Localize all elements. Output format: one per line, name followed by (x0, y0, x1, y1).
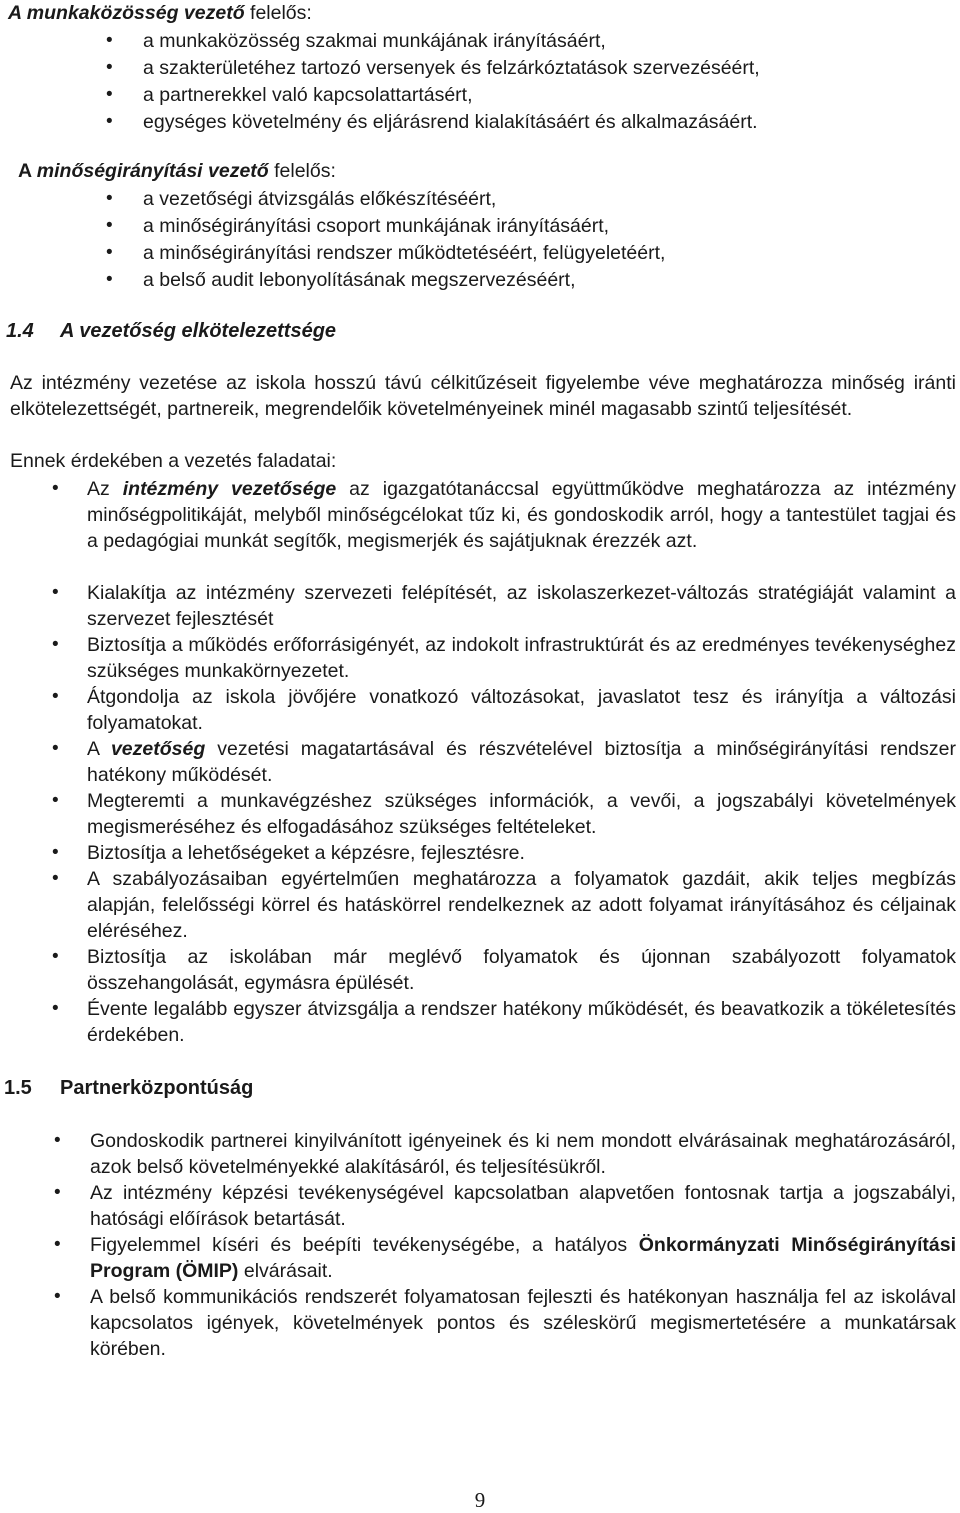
bullet-icon: • (52, 790, 59, 811)
list-item: a belső audit lebonyolításának megszervezéséért, (143, 269, 576, 291)
item5-rest: vezetési magatartásával és részvételével biztosítja a minőségirányítási rendszer hatékony működését. (87, 738, 956, 786)
list-item: egységes követelmény és eljárásrend kialakításáért és alkalmazásáért. (143, 111, 758, 133)
list-item: Évente legalább egyszer átvizsgálja a rendszer hatékony működését, és beavatkozik a tökéletesítés érdekében. (87, 998, 956, 1046)
bullet-icon: • (52, 946, 59, 967)
list-item: A belső kommunikációs rendszerét folyamatosan fejleszti és hatékonyan használja fel az iskolával kapcsolatos igények, követelmények pontos és széleskörű megismertetésére a munkatársak körében. (90, 1286, 956, 1360)
bullet-icon: • (106, 188, 113, 209)
section-14-title: A vezetőség elkötelezettsége (60, 320, 337, 342)
bullet-icon: • (106, 269, 113, 290)
item1-rest: az igazgatótanáccsal együttműködve meghatározza az intézmény minőségpolitikáját, melyből minőségcélokat tűz ki, és gondoskodik arról, hogy a tantestület tagjai és a pedagógiai munkát segítők, megismerjék és sajátjuknak érezzék azt. (87, 478, 956, 552)
item5-a: A (87, 738, 111, 760)
list-item (90, 1232, 956, 1284)
bullet-icon: • (54, 1130, 61, 1151)
bullet-icon: • (54, 1182, 61, 1203)
bullet-icon: • (52, 998, 59, 1019)
bullet-icon: • (52, 738, 59, 759)
minosegiranyitasi-lead (18, 158, 336, 184)
bullet-icon: • (54, 1234, 61, 1255)
page-number: 9 (474, 1488, 486, 1512)
item3-a: Figyelemmel kíséri és beépíti tevékenységébe, a hatályos (90, 1234, 639, 1256)
munkakozosseg-lead-rest: felelős: (244, 2, 312, 24)
bullet-icon: • (52, 634, 59, 655)
list-item: Biztosítja az iskolában már meglévő folyamatok és újonnan szabályozott folyamatok összehangolását, egymásra épülését. (87, 946, 956, 994)
list-item: Biztosítja a lehetőségeket a képzésre, fejlesztésre. (87, 842, 525, 864)
item1-bold: intézmény vezetősége (122, 478, 337, 500)
bullet-icon: • (106, 84, 113, 105)
munkakozosseg-lead-bold: A munkaközösség vezető (8, 2, 245, 24)
list-item: Átgondolja az iskola jövőjére vonatkozó változásokat, javaslatot tesz és irányítja a változási folyamatokat. (87, 686, 956, 734)
list-item (87, 736, 956, 788)
list-item (87, 476, 956, 554)
list-item: Biztosítja a működés erőforrásigényét, az indokolt infrastruktúrát és az eredményes tevékenységhez szükséges munkakörnyezetet. (87, 634, 956, 682)
section-14-intro: Az intézmény vezetése az iskola hosszú távú célkitűzéseit figyelembe véve meghatározza minőség iránti elkötelezettségét, partnereik, megrendelőik követelményeinek minél magasabb szintű teljesítését. (10, 372, 956, 420)
bullet-icon: • (54, 1286, 61, 1307)
section-15-number: 1.5 (4, 1077, 32, 1099)
item3-bold: Önkormányzati Minőségirányítási Program (ÖMIP) (90, 1234, 956, 1282)
bullet-icon: • (52, 582, 59, 603)
bullet-icon: • (52, 686, 59, 707)
bullet-icon: • (106, 242, 113, 263)
list-item: a minőségirányítási csoport munkájának irányításáért, (143, 215, 610, 237)
bullet-icon: • (106, 215, 113, 236)
bullet-icon: • (52, 868, 59, 889)
list-item: a munkaközösség szakmai munkájának irányításáért, (143, 30, 606, 52)
item3-rest: elvárásait. (238, 1260, 333, 1282)
minosegiranyitasi-lead-rest: felelős: (268, 160, 336, 182)
bullet-icon: • (106, 30, 113, 51)
bullet-icon: • (52, 478, 59, 499)
munkakozosseg-lead (8, 0, 312, 26)
list-item: a partnerekkel való kapcsolattartásért, (143, 84, 473, 106)
minosegiranyitasi-lead-bold: minőségirányítási vezető (36, 160, 269, 182)
bullet-icon: • (106, 111, 113, 132)
bullet-icon: • (106, 57, 113, 78)
list-item: Az intézmény képzési tevékenységével kapcsolatban alapvetően fontosnak tartja a jogszabályi, hatósági előírások betartását. (90, 1182, 956, 1230)
bullet-icon: • (52, 842, 59, 863)
section-15-title: Partnerközpontúság (60, 1077, 254, 1099)
minosegiranyitasi-lead-a: A (18, 160, 37, 182)
list-item: Gondoskodik partnerei kinyilvánított igényeinek és ki nem mondott elvárásainak meghatározásáról, azok belső követelményekké alakításáról, és teljesítésükről. (90, 1130, 956, 1178)
list-item: a vezetőségi átvizsgálás előkészítéséért, (143, 188, 497, 210)
section-14-intro2: Ennek érdekében a vezetés faladatai: (10, 450, 337, 472)
item1-a: Az (87, 478, 123, 500)
section-14-number: 1.4 (6, 320, 34, 342)
list-item: A szabályozásaiban egyértelműen meghatározza a folyamatok gazdáit, akik teljes megbízás alapján, felelősségi körrel és hatáskörrel rendelkeznek az adott folyamat irányításához és céljainak eléréséhez. (87, 868, 956, 942)
list-item: a szakterületéhez tartozó versenyek és felzárkóztatások szervezéséért, (143, 57, 760, 79)
list-item: Megteremti a munkavégzéshez szükséges információk, a vevői, a jogszabályi követelmények megismeréséhez és elfogadásához szükséges feltételeket. (87, 790, 956, 838)
item5-bold: vezetőség (110, 738, 206, 760)
list-item: Kialakítja az intézmény szervezeti felépítését, az iskolaszerkezet-változás stratégiáját valamint a szervezet fejlesztését (87, 582, 956, 630)
list-item: a minőségirányítási rendszer működtetéséért, felügyeletéért, (143, 242, 666, 264)
